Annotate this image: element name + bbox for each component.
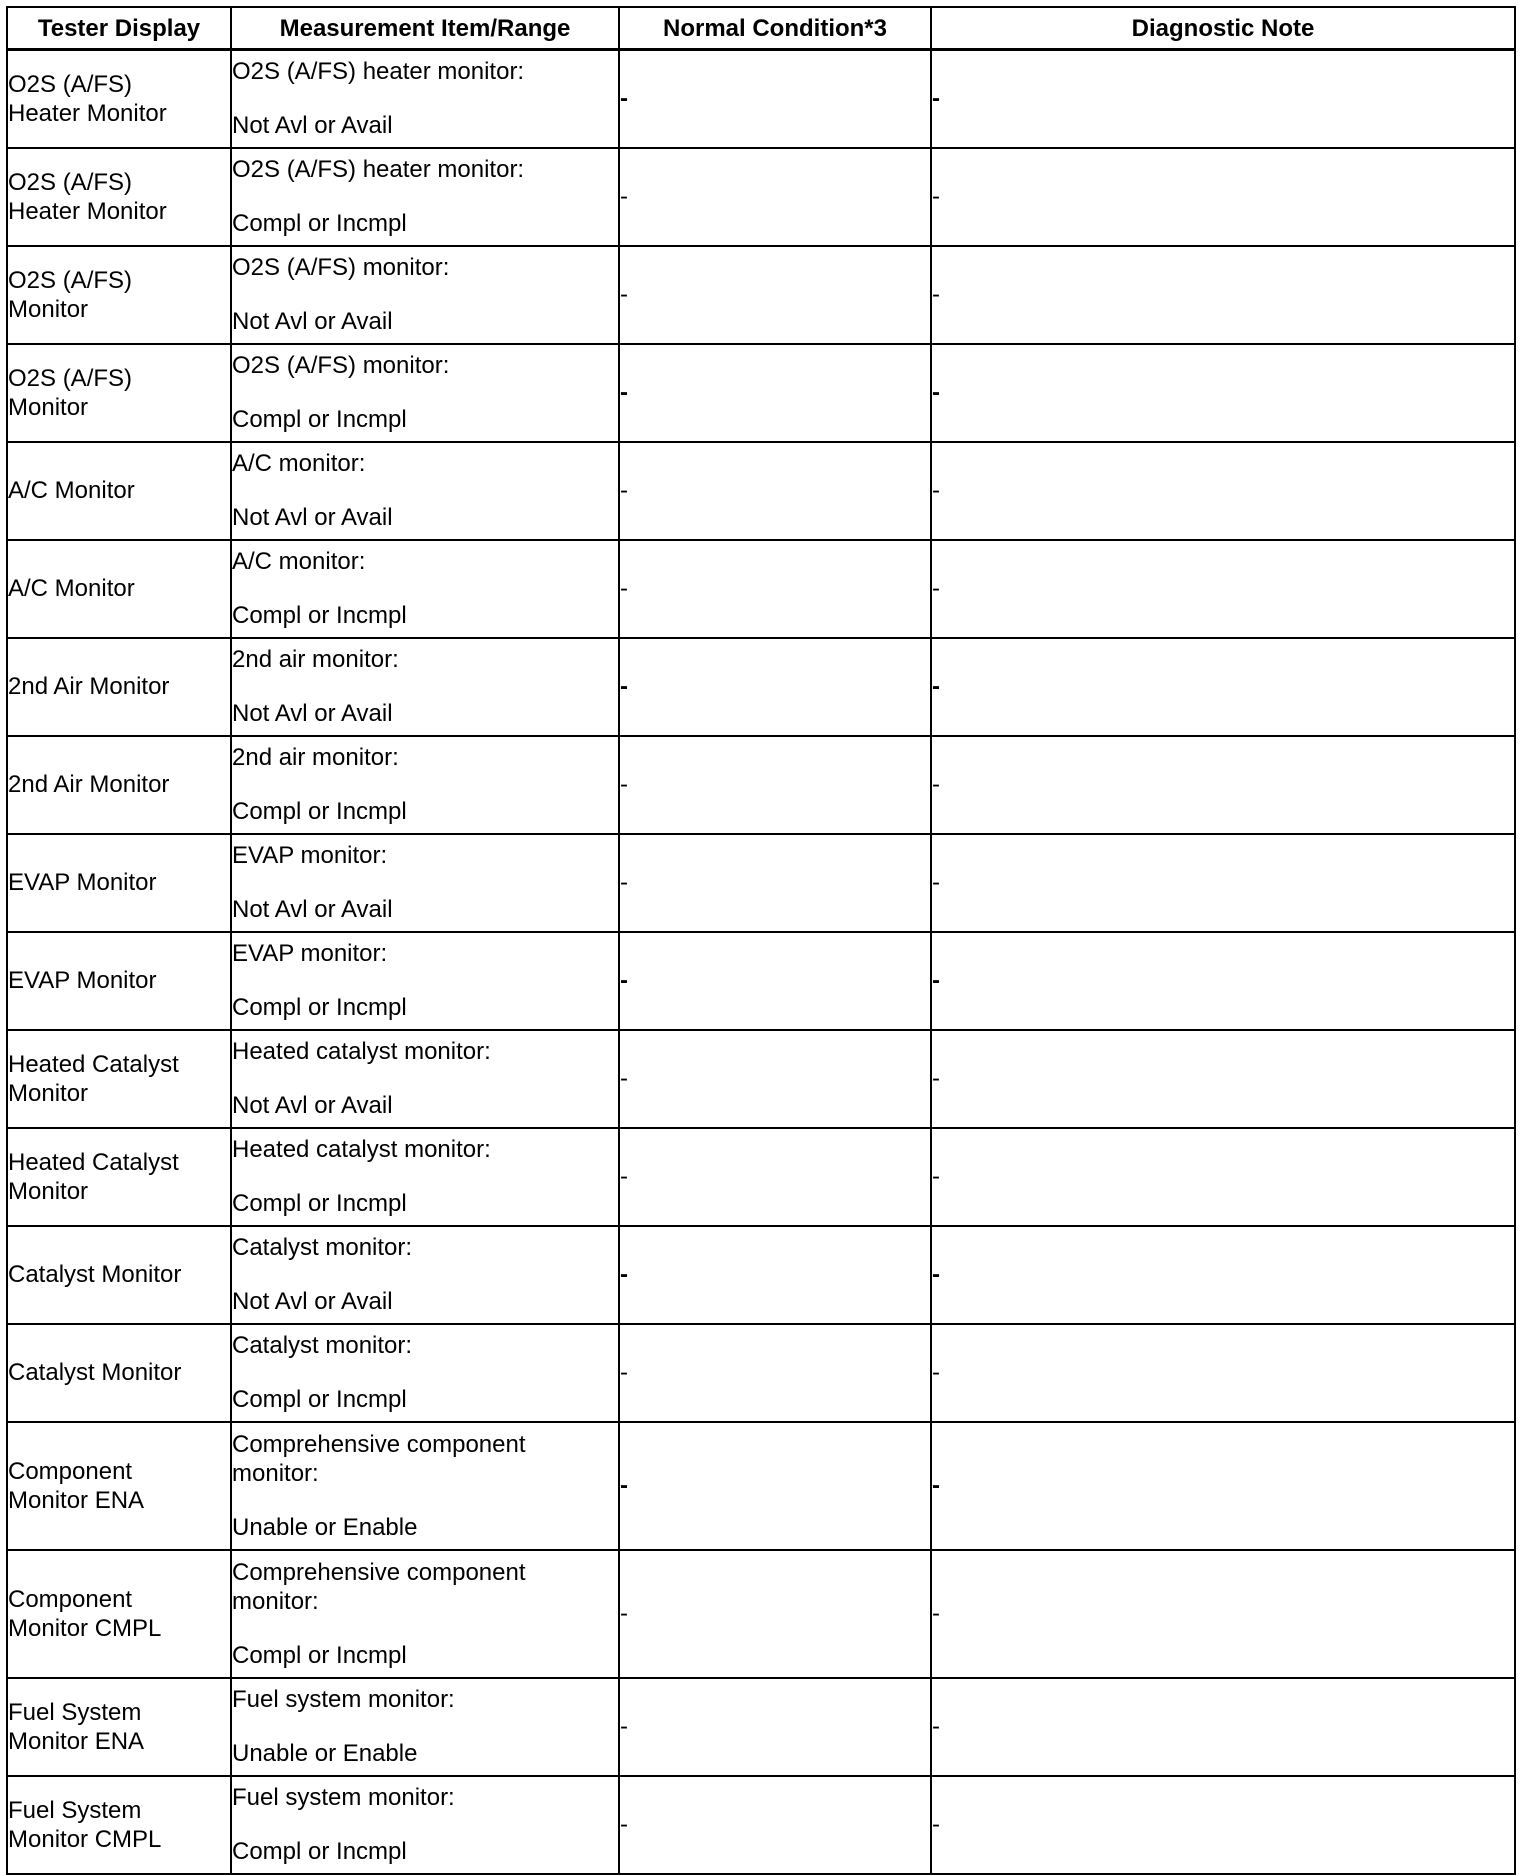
diagnostic-note-cell: - (931, 932, 1515, 1030)
tester-display-cell: A/C Monitor (7, 442, 231, 540)
measurement-range-values: Not Avl or Avail (232, 700, 393, 727)
table-row (7, 1324, 1515, 1422)
measurement-item-label: A/C monitor: (232, 548, 366, 575)
diagnostic-note-cell: - (931, 1128, 1515, 1226)
normal-condition-cell: - (619, 50, 931, 148)
measurement-item-cell (231, 1324, 619, 1422)
tester-display-cell: O2S (A/FS) Monitor (7, 344, 231, 442)
tester-display-cell: A/C Monitor (7, 540, 231, 638)
table-row (7, 1030, 1515, 1128)
measurement-item-cell (231, 246, 619, 344)
table-row (7, 540, 1515, 638)
table-row (7, 246, 1515, 344)
measurement-range-values: Compl or Incmpl (232, 798, 407, 825)
table-row (7, 736, 1515, 834)
diagnostic-note-cell: - (931, 540, 1515, 638)
diagnostic-note-cell: - (931, 442, 1515, 540)
tester-display-cell: 2nd Air Monitor (7, 736, 231, 834)
tester-display-cell: 2nd Air Monitor (7, 638, 231, 736)
measurement-range-values: Compl or Incmpl (232, 406, 407, 433)
normal-condition-cell: - (619, 442, 931, 540)
diagnostic-note-cell: - (931, 1030, 1515, 1128)
header-tester-display: Tester Display (7, 7, 231, 50)
diagnostic-note-cell: - (931, 50, 1515, 148)
tester-display-cell: O2S (A/FS) Heater Monitor (7, 148, 231, 246)
measurement-item-cell (231, 834, 619, 932)
measurement-item-label: EVAP monitor: (232, 842, 388, 869)
diagnostic-note-cell: - (931, 1678, 1515, 1776)
measurement-range-values: Unable or Enable (232, 1740, 418, 1767)
measurement-range-values: Compl or Incmpl (232, 1190, 407, 1217)
table-row (7, 638, 1515, 736)
measurement-item-cell (231, 1422, 619, 1550)
measurement-item-cell (231, 1550, 619, 1678)
measurement-range-values: Compl or Incmpl (232, 994, 407, 1021)
diagnostic-data-table (6, 6, 1516, 1875)
normal-condition-cell: - (619, 736, 931, 834)
normal-condition-cell: - (619, 246, 931, 344)
measurement-item-label: Catalyst monitor: (232, 1332, 413, 1359)
measurement-item-label: 2nd air monitor: (232, 744, 399, 771)
table-row (7, 834, 1515, 932)
measurement-item-label: O2S (A/FS) monitor: (232, 254, 450, 281)
tester-display-cell: Fuel System Monitor ENA (7, 1678, 231, 1776)
measurement-item-cell (231, 638, 619, 736)
diagnostic-note-cell: - (931, 1324, 1515, 1422)
diagnostic-note-cell: - (931, 834, 1515, 932)
measurement-item-cell (231, 148, 619, 246)
measurement-item-cell (231, 1678, 619, 1776)
tester-display-cell: EVAP Monitor (7, 932, 231, 1030)
normal-condition-cell: - (619, 1678, 931, 1776)
measurement-item-label: Comprehensive component monitor: (232, 1558, 526, 1615)
measurement-item-cell (231, 1226, 619, 1324)
normal-condition-cell: - (619, 1226, 931, 1324)
measurement-item-label: O2S (A/FS) monitor: (232, 352, 450, 379)
tester-display-cell: Catalyst Monitor (7, 1324, 231, 1422)
measurement-range-values: Not Avl or Avail (232, 112, 393, 140)
measurement-item-label: Heated catalyst monitor: (232, 1038, 491, 1065)
measurement-item-cell (231, 1776, 619, 1874)
measurement-item-label: Fuel system monitor: (232, 1686, 455, 1713)
normal-condition-cell: - (619, 1422, 931, 1550)
diagnostic-note-cell: - (931, 736, 1515, 834)
measurement-item-label: EVAP monitor: (232, 940, 388, 967)
tester-display-cell: O2S (A/FS) Heater Monitor (7, 50, 231, 148)
table-row (7, 1422, 1515, 1550)
normal-condition-cell: - (619, 1550, 931, 1678)
diagnostic-note-cell: - (931, 344, 1515, 442)
header-diagnostic-note: Diagnostic Note (931, 7, 1515, 50)
measurement-item-cell (231, 442, 619, 540)
tester-display-cell: Component Monitor ENA (7, 1422, 231, 1550)
normal-condition-cell: - (619, 932, 931, 1030)
table-row (7, 344, 1515, 442)
tester-display-cell: Heated Catalyst Monitor (7, 1030, 231, 1128)
tester-display-cell: O2S (A/FS) Monitor (7, 246, 231, 344)
measurement-range-values: Not Avl or Avail (232, 896, 393, 923)
table-row (7, 1226, 1515, 1324)
measurement-range-values: Not Avl or Avail (232, 1288, 393, 1315)
normal-condition-cell: - (619, 1776, 931, 1874)
normal-condition-cell: - (619, 638, 931, 736)
tester-display-cell: EVAP Monitor (7, 834, 231, 932)
measurement-range-values: Compl or Incmpl (232, 602, 407, 629)
measurement-item-label: Heated catalyst monitor: (232, 1136, 491, 1163)
measurement-item-label: Comprehensive component monitor: (232, 1430, 526, 1487)
table-body (7, 50, 1515, 1874)
table-row (7, 50, 1515, 148)
normal-condition-cell: - (619, 1324, 931, 1422)
table-row (7, 1776, 1515, 1874)
table-header-row (7, 7, 1515, 50)
diagnostic-note-cell: - (931, 246, 1515, 344)
measurement-range-values: Not Avl or Avail (232, 1092, 393, 1119)
measurement-item-label: Fuel system monitor: (232, 1784, 455, 1811)
measurement-range-values: Not Avl or Avail (232, 308, 393, 335)
table-row (7, 148, 1515, 246)
normal-condition-cell: - (619, 1128, 931, 1226)
diagnostic-note-cell: - (931, 638, 1515, 736)
normal-condition-cell: - (619, 344, 931, 442)
normal-condition-cell: - (619, 540, 931, 638)
normal-condition-cell: - (619, 834, 931, 932)
measurement-item-label: O2S (A/FS) heater monitor: (232, 58, 525, 86)
measurement-item-cell (231, 344, 619, 442)
measurement-range-values: Unable or Enable (232, 1513, 418, 1541)
measurement-item-label: A/C monitor: (232, 450, 366, 477)
measurement-item-cell (231, 1030, 619, 1128)
measurement-item-cell (231, 932, 619, 1030)
measurement-range-values: Compl or Incmpl (232, 210, 407, 237)
table-row (7, 932, 1515, 1030)
tester-display-cell: Catalyst Monitor (7, 1226, 231, 1324)
diagnostic-note-cell: - (931, 1226, 1515, 1324)
measurement-item-label: O2S (A/FS) heater monitor: (232, 156, 525, 183)
measurement-item-cell (231, 1128, 619, 1226)
measurement-item-cell (231, 50, 619, 148)
diagnostic-note-cell: - (931, 1776, 1515, 1874)
tester-display-cell: Fuel System Monitor CMPL (7, 1776, 231, 1874)
table-row (7, 442, 1515, 540)
measurement-item-label: Catalyst monitor: (232, 1234, 413, 1261)
measurement-item-cell (231, 736, 619, 834)
normal-condition-cell: - (619, 1030, 931, 1128)
normal-condition-cell: - (619, 148, 931, 246)
measurement-range-values: Compl or Incmpl (232, 1641, 407, 1669)
diagnostic-note-cell: - (931, 1422, 1515, 1550)
table-row (7, 1550, 1515, 1678)
measurement-item-cell (231, 540, 619, 638)
measurement-range-values: Not Avl or Avail (232, 504, 393, 531)
diagnostic-note-cell: - (931, 148, 1515, 246)
measurement-item-label: 2nd air monitor: (232, 646, 399, 673)
tester-display-cell: Component Monitor CMPL (7, 1550, 231, 1678)
table-row (7, 1128, 1515, 1226)
measurement-range-values: Compl or Incmpl (232, 1386, 407, 1413)
header-measurement-item-range: Measurement Item/Range (231, 7, 619, 50)
measurement-range-values: Compl or Incmpl (232, 1838, 407, 1865)
diagnostic-note-cell: - (931, 1550, 1515, 1678)
table-row (7, 1678, 1515, 1776)
header-normal-condition: Normal Condition*3 (619, 7, 931, 50)
tester-display-cell: Heated Catalyst Monitor (7, 1128, 231, 1226)
